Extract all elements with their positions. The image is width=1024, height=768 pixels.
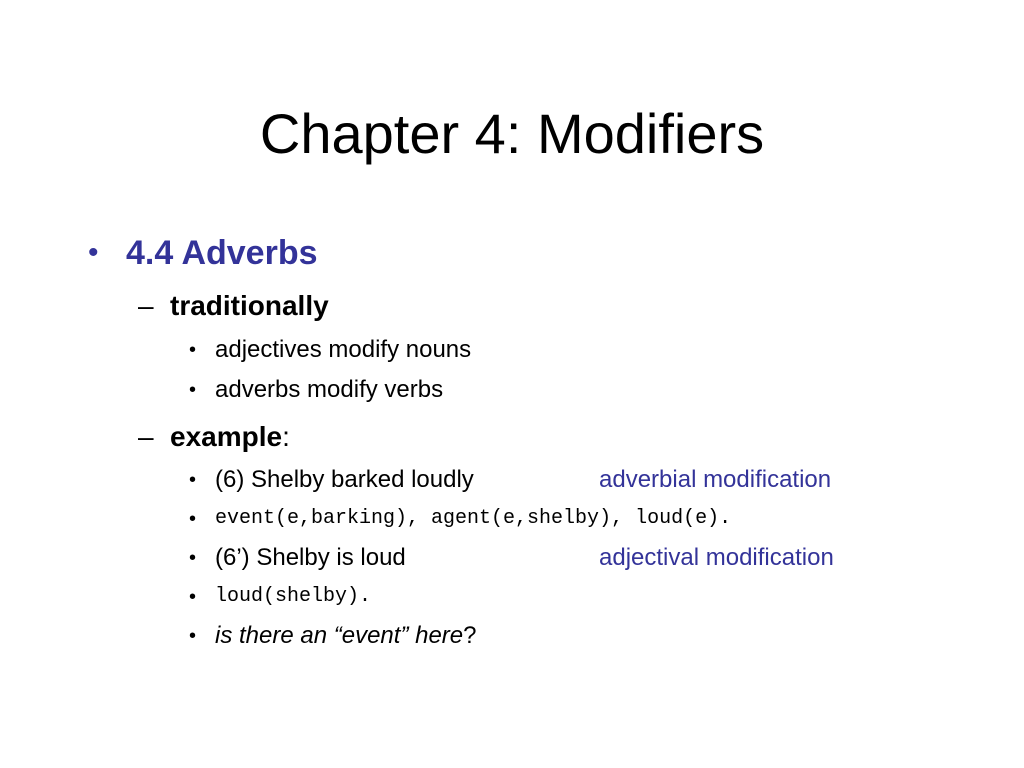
item-bullet: • (189, 339, 197, 361)
subsection-suffix: : (282, 421, 290, 452)
subsection-traditionally (170, 289, 329, 323)
slide-title: Chapter 4: Modifiers (259, 102, 765, 165)
item-bullet: • (189, 586, 197, 608)
annotation-adverbial: adverbial modification (599, 466, 832, 493)
list-item-adjectives: adjectives modify nouns (215, 336, 472, 363)
section-heading: 4.4 Adverbs (126, 234, 318, 272)
example-sentence-6-prime: (6’) Shelby is loud (215, 544, 406, 571)
subsection-label: traditionally (170, 290, 329, 321)
question-mark: ? (463, 622, 477, 649)
example-sentence-6: (6) Shelby barked loudly (215, 466, 474, 493)
subsection-dash: – (138, 290, 154, 321)
item-bullet: • (189, 508, 197, 530)
list-item-adverbs: adverbs modify verbs (215, 376, 444, 403)
logic-form-6: event(e,barking), agent(e,shelby), loud(e). (215, 507, 732, 530)
question-item (215, 622, 477, 650)
logic-form-6-prime: loud(shelby). (215, 585, 372, 608)
subsection-example (170, 420, 290, 454)
heading-bullet: • (88, 236, 99, 269)
subsection-label: example (170, 421, 283, 452)
question-text: is there an “event” here (215, 622, 464, 649)
item-bullet: • (189, 379, 197, 401)
item-bullet: • (189, 469, 197, 491)
annotation-adjectival: adjectival modification (599, 544, 834, 571)
subsection-dash: – (138, 421, 154, 452)
item-bullet: • (189, 625, 197, 647)
item-bullet: • (189, 547, 197, 569)
